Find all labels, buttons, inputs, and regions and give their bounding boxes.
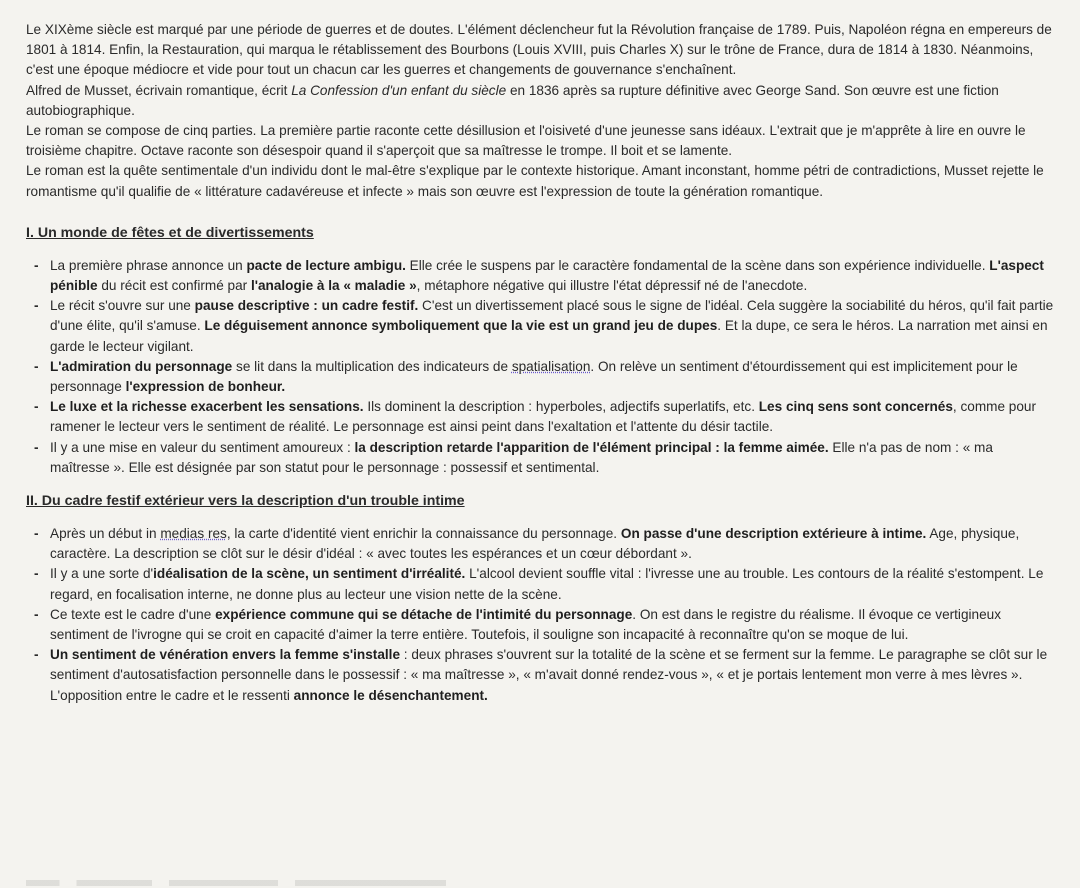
- text: Age, physique, caractère. La description se clôt sur le désir d'idéal : « avec toutes les espérances et un cœur débordant ».: [50, 526, 1020, 562]
- text: Ils dominent la description : hyperboles, adjectifs superlatifs, etc.: [363, 399, 759, 415]
- emphasis: la description retarde l'apparition de l'élément principal : la femme aimée.: [354, 439, 829, 455]
- list-item: [26, 605, 1054, 645]
- list-item: [26, 357, 1054, 397]
- section-1-list: [26, 256, 1054, 478]
- section-2-list: [26, 524, 1054, 706]
- introduction: [26, 20, 1054, 202]
- intro-text: en 1836 après sa rupture définitive avec George Sand. Son œuvre est une fiction autobiographique.: [26, 82, 999, 118]
- intro-paragraph-1: Le XIXème siècle est marqué par une période de guerres et de doutes. L'élément déclencheur fut la Révolution française de 1789. Puis, Napoléon régna en empereurs de 1801 à 1814. Enfin, la Restauration, qui marqua le rétablissement des Bourbons (Louis XVIII, puis Charles X) sur le trône de France, dura de 1814 à 1830. Néanmoins, c'est une époque médiocre et vide pour tout un chacun car les guerres et changements de gouvernance s'enchaînent.: [26, 22, 1052, 78]
- text: . On relève un sentiment d'étourdissement qui est implicitement pour le personnage: [50, 358, 1018, 395]
- list-item: [26, 256, 1054, 296]
- emphasis: l'expression de bonheur.: [125, 379, 286, 395]
- text: , la carte d'identité vient enrichir la connaissance du personnage.: [226, 526, 621, 542]
- list-item: [26, 438, 1054, 478]
- intro-paragraph-3: Le roman se compose de cinq parties. La première partie raconte cette désillusion et l'oisiveté d'une jeunesse sans idéaux. L'extrait que je m'apprête à lire en ouvre le troisième chapitre. Octave raconte son désespoir quand il s'aperçoit que sa maîtresse le trompe. Il boit et se lamente.: [26, 123, 1026, 159]
- emphasis: expérience commune qui se détache de l'intimité du personnage: [215, 606, 633, 622]
- text: Elle crée le suspens par le caractère fondamental de la scène dans son expérience individuelle.: [405, 257, 990, 273]
- text: Il y a une mise en valeur du sentiment amoureux :: [50, 439, 355, 455]
- intro-paragraph-2: [26, 81, 1054, 121]
- text: : deux phrases s'ouvrent sur la totalité de la scène et se ferment sur la femme. Le paragraphe se clôt sur le sentiment d'autosatisfaction personnelle dans le possessif : « ma maîtresse », « m'avait donné rendez-vous », « et je portais lentement mon verre à mes lèvres ». L'opposition entre le cadre et le ressenti: [50, 647, 1048, 703]
- intro-text: Alfred de Musset, écrivain romantique, écrit: [26, 82, 292, 98]
- text: . Et la dupe, ce sera le héros. La narration met ainsi en garde le lecteur vigilant.: [50, 318, 1048, 354]
- emphasis: l'analogie à la « maladie »: [250, 278, 417, 294]
- text: La première phrase annonce un: [50, 257, 247, 273]
- emphasis: Le déguisement annonce symboliquement que la vie est un grand jeu de dupes: [204, 318, 718, 334]
- list-item: [26, 397, 1054, 437]
- text: C'est un divertissement placé sous le signe de l'idéal. Cela suggère la sociabilité du héros, qu'il fait partie d'une élite, qu'il s'amuse.: [50, 298, 1054, 334]
- emphasis: idéalisation de la scène, un sentiment d'irréalité.: [153, 566, 466, 582]
- text: . On est dans le registre du réalisme. Il évoque ce vertigineux sentiment de l'ivrogne qui se croit en capacité d'aimer la terre entière. Toutefois, il souligne son incapacité à reconnaître qu'on se moque de lui.: [50, 606, 1002, 643]
- emphasis: L'admiration du personnage: [50, 358, 233, 374]
- section-heading-1: I. Un monde de fêtes et de divertissements: [26, 224, 314, 241]
- emphasis: L'aspect pénible: [50, 257, 1044, 294]
- emphasis: annonce le désenchantement.: [293, 687, 488, 703]
- list-item: [26, 296, 1054, 357]
- text: , métaphore négative qui illustre l'état dépressif né de l'anecdote.: [416, 278, 808, 294]
- text: Après un début in: [50, 526, 161, 542]
- emphasis: Le luxe et la richesse exacerbent les sensations.: [50, 399, 364, 415]
- emphasis: pacte de lecture ambigu.: [246, 257, 406, 273]
- text: L'alcool devient souffle vital : l'ivresse une au trouble. Les contours de la réalité s'estompent. Le regard, en focalisation interne, ne donne plus au lecteur une vision nette de la scène.: [50, 566, 1044, 602]
- text: Ce texte est le cadre d'une: [50, 606, 216, 622]
- cut-off-next-heading: [26, 880, 446, 886]
- emphasis: Un sentiment de vénération envers la femme s'installe: [50, 647, 400, 663]
- text: du récit est confirmé par: [97, 278, 251, 294]
- emphasis: pause descriptive : un cadre festif.: [194, 298, 419, 314]
- spellcheck-underlined-word: spatialisation: [511, 358, 591, 374]
- emphasis: On passe d'une description extérieure à intime.: [620, 526, 927, 542]
- list-item: [26, 564, 1054, 604]
- intro-paragraph-4: Le roman est la quête sentimentale d'un individu dont le mal-être s'explique par le contexte historique. Amant inconstant, homme pétri de contradictions, Musset rejette le romantisme qu'il qualifie de « littérature cadavéreuse et infecte » mais son œuvre est l'expression de toute la génération romantique.: [26, 163, 1044, 199]
- text: Elle n'a pas de nom : « ma maîtresse ». Elle est désignée par son statut pour le personnage : possessif et sentimental.: [50, 439, 993, 475]
- text: se lit dans la multiplication des indicateurs de: [232, 358, 512, 374]
- text: , comme pour ramener le lecteur vers le sentiment de réalité. Le personnage est ainsi peint dans l'exaltation et l'attente du désir tactile.: [50, 399, 1037, 435]
- list-item: [26, 524, 1054, 564]
- emphasis: Les cinq sens sont concernés: [758, 399, 953, 415]
- text: Il y a une sorte d': [50, 566, 154, 582]
- spellcheck-underlined-word: medias res: [160, 526, 227, 542]
- section-heading-2: II. Du cadre festif extérieur vers la description d'un trouble intime: [26, 493, 465, 510]
- book-title: La Confession d'un enfant du siècle: [291, 82, 507, 98]
- list-item: [26, 645, 1054, 706]
- text: Le récit s'ouvre sur une: [50, 298, 195, 314]
